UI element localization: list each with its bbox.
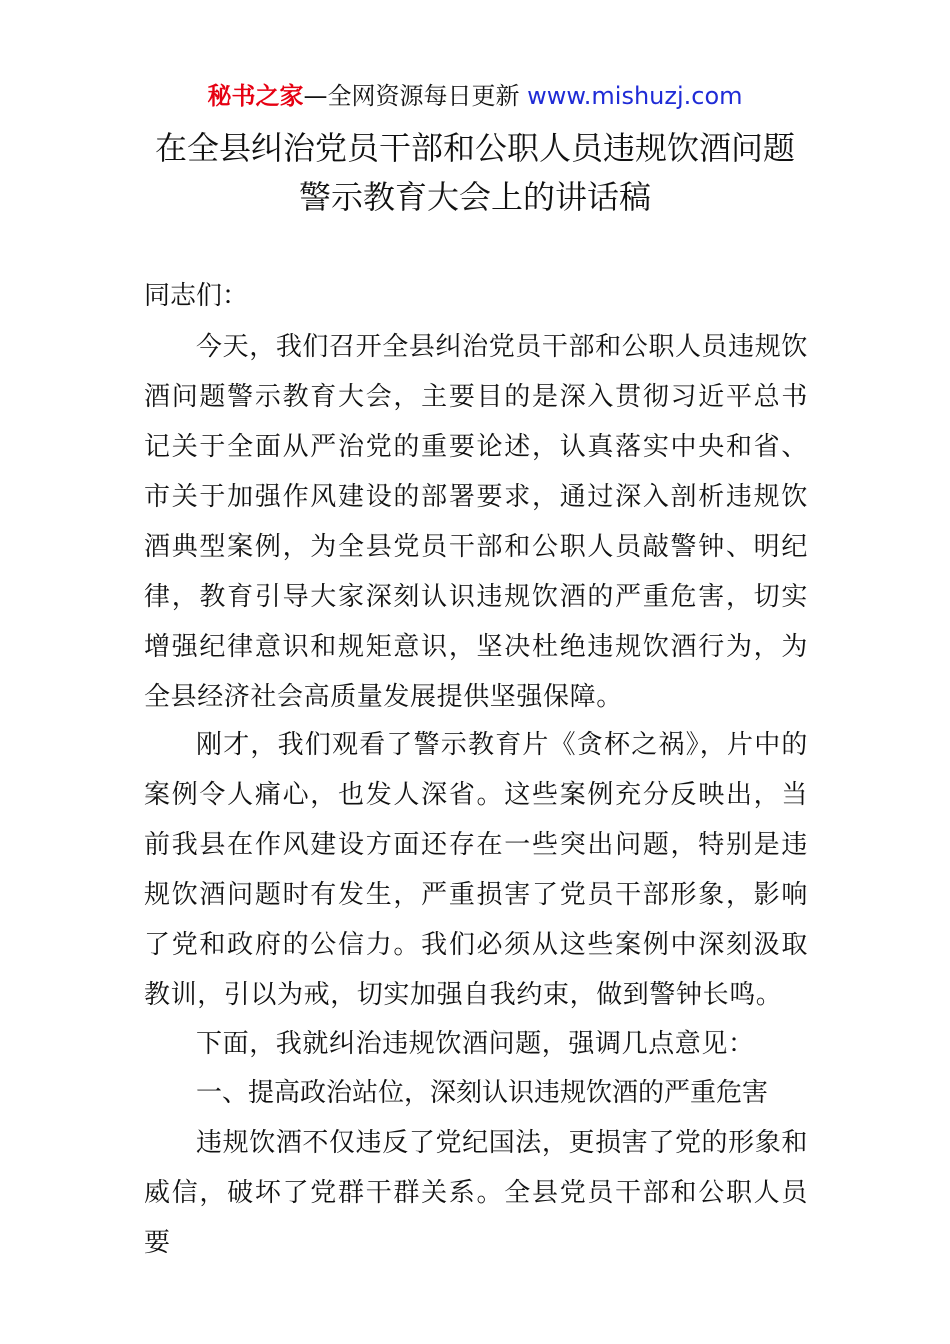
section-heading-1: 一、提高政治站位，深刻认识违规饮酒的严重危害	[196, 1078, 769, 1108]
paragraph-warning-film: 刚才，我们观看了警示教育片《贪杯之祸》，片中的案例令人痛心，也发人深省。这些案例充分反映出，当前我县在作风建设方面还存在一些突出问题，特别是违规饮酒问题时有发生，严重损害了党员干部形象，影响了党和政府的公信力。我们必须从这些案例中深刻汲取教训，引以为戒，切实加强自我约束，做到警钟长鸣。	[144, 730, 808, 1010]
paragraph-transition: 下面，我就纠治违规饮酒问题，强调几点意见：	[196, 1029, 755, 1059]
brand-name: 秘书之家	[207, 82, 304, 110]
document-title-line-1: 在全县纠治党员干部和公职人员违规饮酒问题	[154, 129, 795, 167]
banner-tagline: —全网资源每日更新	[303, 82, 520, 110]
salutation: 同志们：	[144, 281, 249, 311]
paragraph-section-1: 违规饮酒不仅违反了党纪国法，更损害了党的形象和威信，破坏了党群干群关系。全县党员干部和公职人员要	[144, 1128, 808, 1258]
paragraph-intro: 今天，我们召开全县纠治党员干部和公职人员违规饮酒问题警示教育大会，主要目的是深入贯彻习近平总书记关于全面从严治党的重要论述，认真落实中央和省、市关于加强作风建设的部署要求，通过深入剖析违规饮酒典型案例，为全县党员干部和公职人员敲警钟、明纪律，教育引导大家深刻认识违规饮酒的严重危害，切实增强纪律意识和规矩意识，坚决杜绝违规饮酒行为，为全县经济社会高质量发展提供坚强保障。	[144, 332, 808, 712]
site-url-link[interactable]: www.mishuzj.com	[527, 82, 743, 110]
site-banner	[0, 80, 950, 112]
document-title-line-2: 警示教育大会上的讲话稿	[298, 178, 651, 216]
